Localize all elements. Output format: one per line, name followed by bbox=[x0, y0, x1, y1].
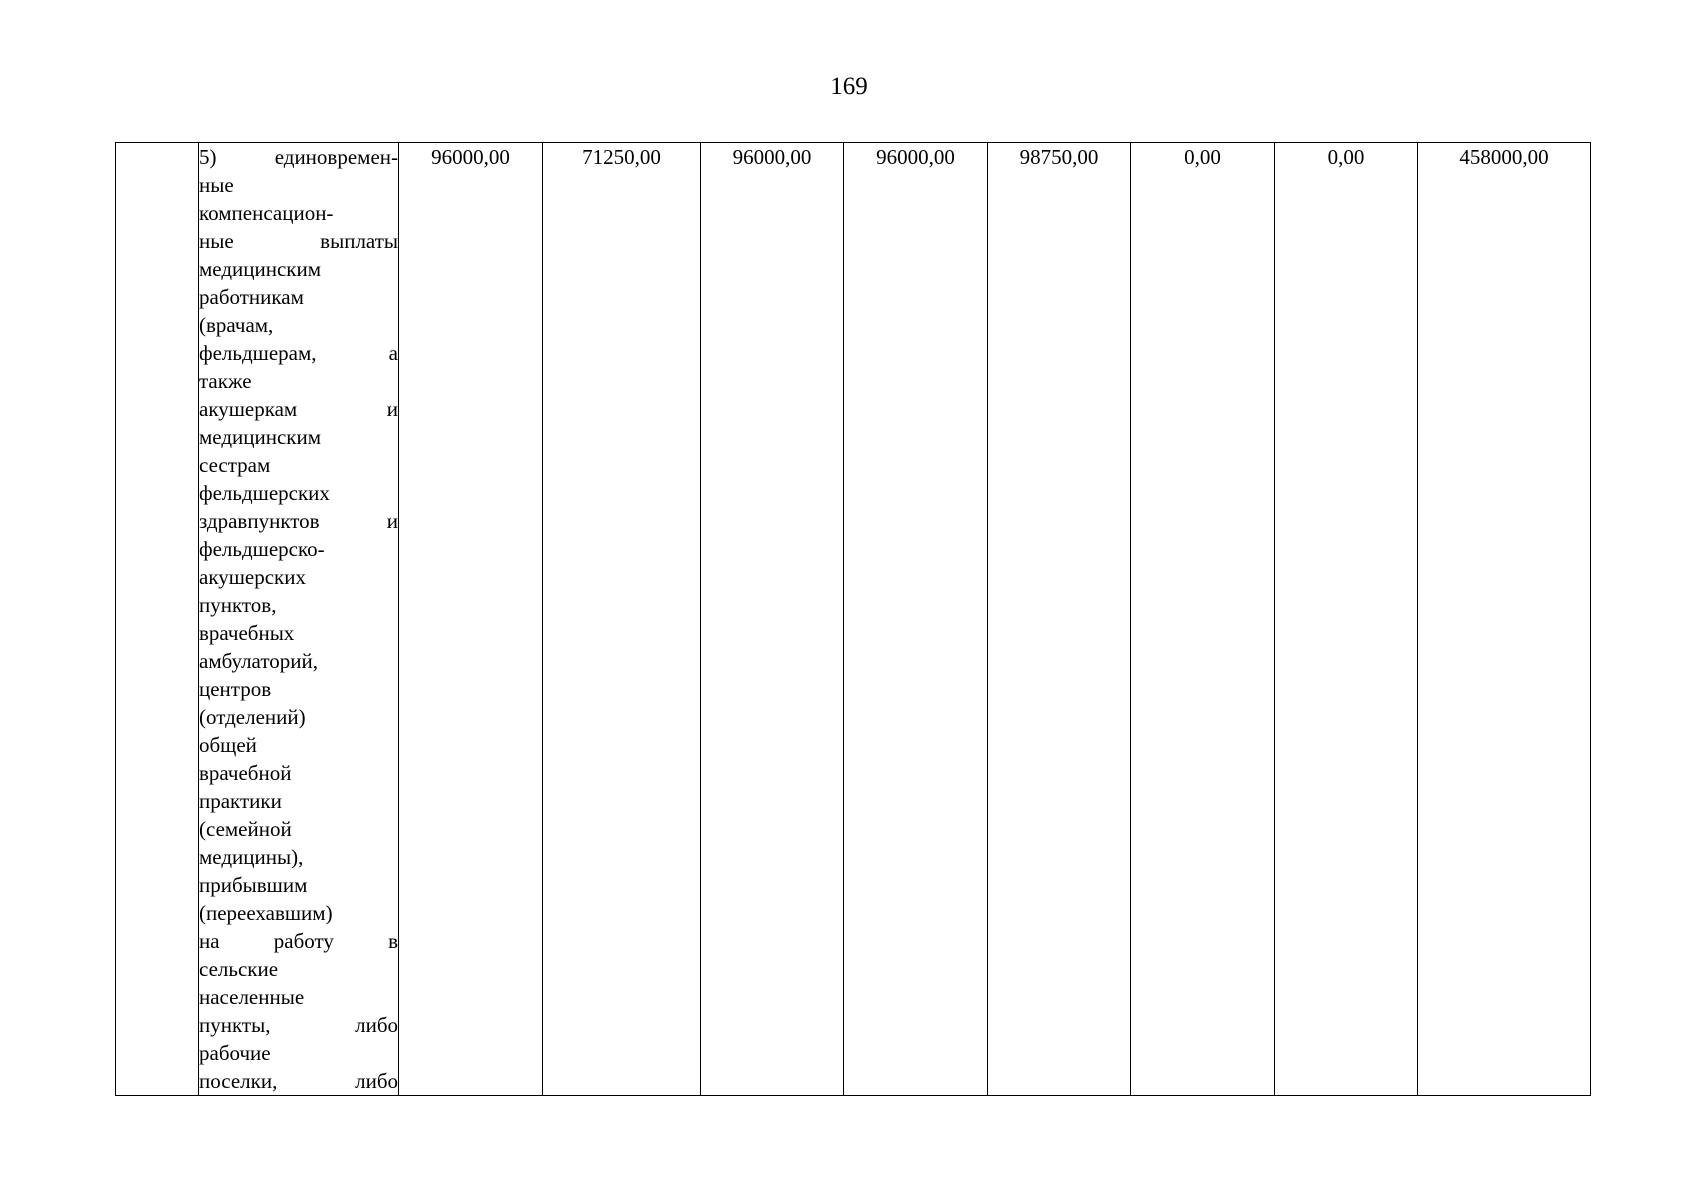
description-line: (отделений) bbox=[199, 705, 306, 729]
page-number: 169 bbox=[830, 73, 868, 100]
description-line: ные выплаты bbox=[199, 229, 398, 253]
description-line: пункты, либо bbox=[199, 1013, 398, 1037]
description-line: работникам bbox=[199, 285, 304, 309]
description-line: медицины), bbox=[199, 845, 304, 869]
description-line: акушеркам и bbox=[199, 397, 398, 421]
description-line: (врачам, bbox=[199, 313, 274, 337]
description-line: фельдшерских bbox=[199, 481, 330, 505]
description-line: центров bbox=[199, 677, 272, 701]
description-line: на работу в bbox=[199, 929, 398, 953]
row-index-cell bbox=[116, 143, 199, 1096]
description-line: амбулаторий, bbox=[199, 649, 318, 673]
value-cell: 71250,00 bbox=[543, 143, 701, 1096]
description-line: поселки, либо bbox=[199, 1069, 398, 1093]
description-line: врачебной bbox=[199, 761, 292, 785]
value-cell: 96000,00 bbox=[701, 143, 844, 1096]
description-line: также bbox=[199, 369, 252, 393]
table-row bbox=[116, 143, 1591, 1096]
description-line: прибывшим bbox=[199, 873, 308, 897]
value-cell: 0,00 bbox=[1131, 143, 1275, 1096]
description-line: населенные bbox=[199, 985, 305, 1009]
description-line: общей bbox=[199, 733, 257, 757]
description-line: (переехавшим) bbox=[199, 901, 333, 925]
budget-table bbox=[115, 142, 1591, 1096]
description-line: рабочие bbox=[199, 1041, 271, 1065]
description-line: сестрам bbox=[199, 453, 271, 477]
description-line: пунктов, bbox=[199, 593, 277, 617]
description-line: 5) единовремен- bbox=[199, 145, 398, 169]
description-line: практики bbox=[199, 789, 282, 813]
description-line: фельдшерско- bbox=[199, 537, 325, 561]
value-cell: 96000,00 bbox=[844, 143, 988, 1096]
value-cell: 98750,00 bbox=[988, 143, 1131, 1096]
description-line: медицинским bbox=[199, 257, 322, 281]
description-line: фельдшерам, а bbox=[199, 341, 398, 365]
description-line: ные bbox=[199, 173, 234, 197]
description-line: компенсацион- bbox=[199, 201, 334, 225]
value-cell: 0,00 bbox=[1275, 143, 1418, 1096]
description-cell bbox=[199, 143, 399, 1096]
description-line: медицинским bbox=[199, 425, 322, 449]
description-line: (семейной bbox=[199, 817, 292, 841]
description-line: акушерских bbox=[199, 565, 306, 589]
value-cell: 96000,00 bbox=[399, 143, 543, 1096]
description-line: сельские bbox=[199, 957, 279, 981]
description-line: врачебных bbox=[199, 621, 295, 645]
total-cell: 458000,00 bbox=[1418, 143, 1591, 1096]
description-line: здравпунктов и bbox=[199, 509, 398, 533]
